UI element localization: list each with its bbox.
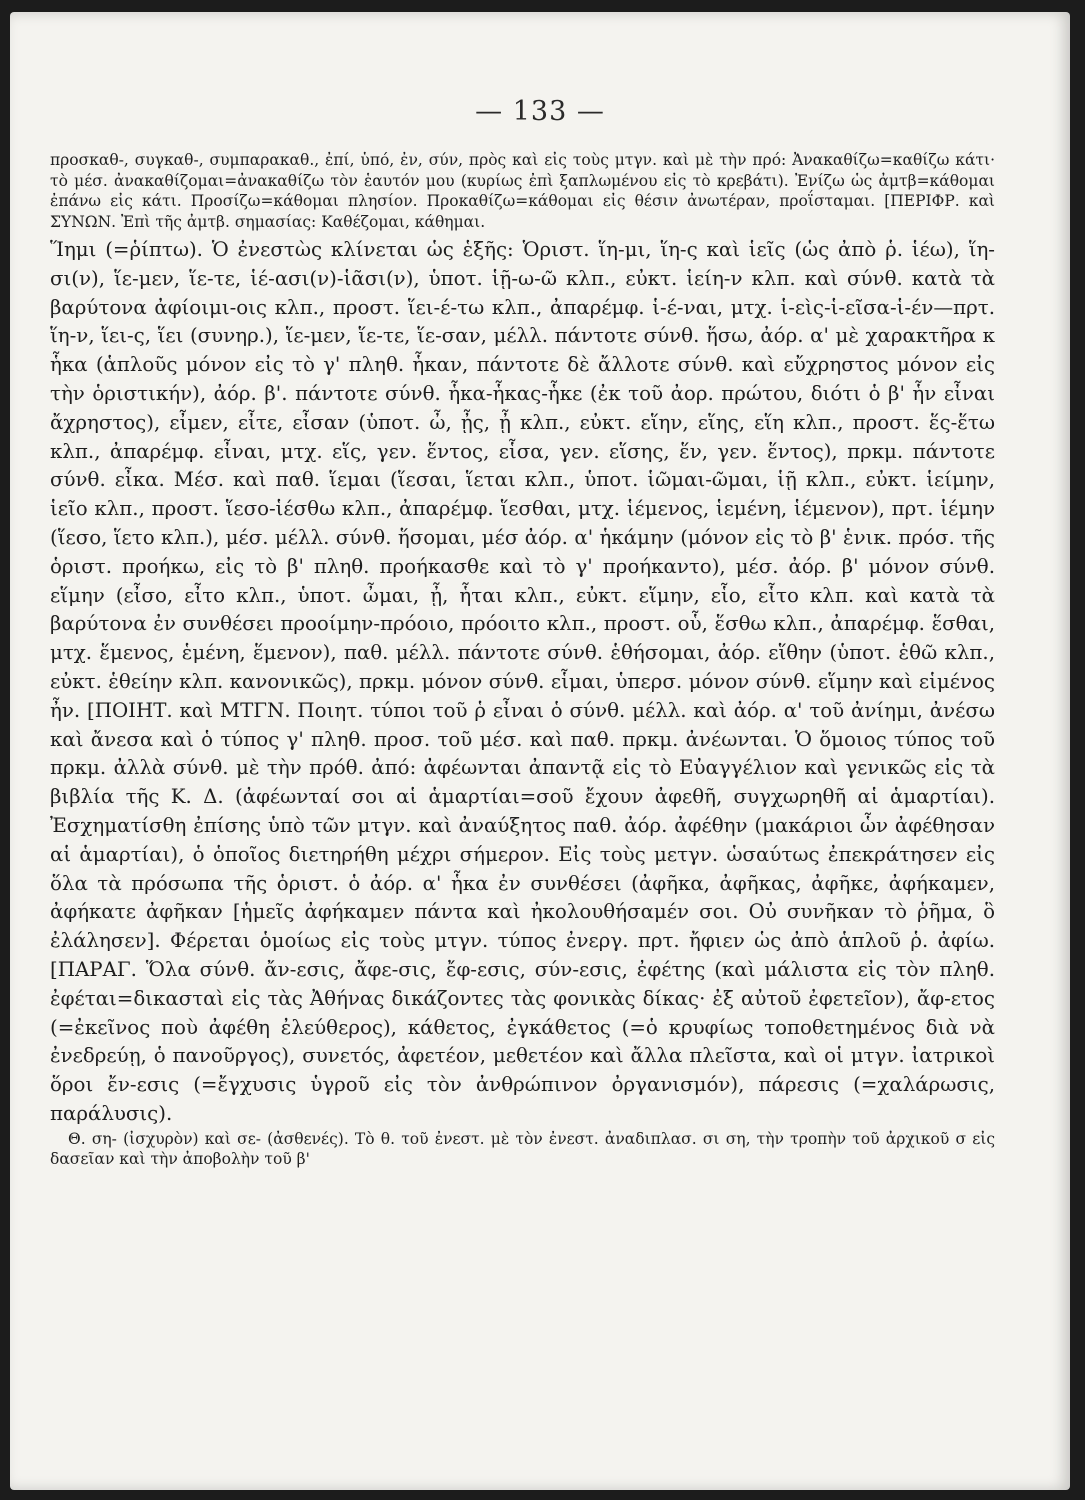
intro-paragraph: προσκαθ-, συγκαθ-, συμπαρακαθ., ἐπί, ὑπό, ἐν, σύν, πρὸς καὶ εἰς τοὺς μτγν. καὶ μὲ τὴν πρό: Ἀνακαθίζω=καθίζω κάτι· τὸ μέσ. ἀνακαθίζομαι=ἀνακαθίζω τὸν ἑαυτόν μου (κυρίως ἐπὶ ξαπλωμένου εἰς τὸ κρεβάτι). Ἐνίζω ὡς ἀμτβ=κάθομαι ἐπάνω εἰς κάτι. Προσίζω=κάθομαι πλησίον. Προκαθίζω=κάθομαι εἰς θέσιν ἀνωτέραν, προΐσταμαι. [ΠΕΡΙΦΡ. καὶ ΣΥΝΩΝ. Ἐπὶ τῆς ἀμτβ. σημασίας: Καθέζομαι, κάθημαι. xyxy=(50,151,995,231)
entry-iemi-paragraph: Ἵημι (=ῥίπτω). Ὁ ἐνεστὼς κλίνεται ὡς ἑξῆς: Ὁριστ. ἵη-μι, ἵη-ς καὶ ἱεῖς (ὡς ἀπὸ ῥ. ἱέω), ἵη-σι(ν), ἵε-μεν, ἵε-τε, ἱέ-ασι(ν)-ἱᾶσι(ν), ὑποτ. ἱῇ-ω-ῶ κλπ., εὐκτ. ἱείη-ν κλπ. καὶ σύνθ. κατὰ τὰ βαρύτονα ἀφίοιμι-οις κλπ., προστ. ἵει-έ-τω κλπ., ἀπαρέμφ. ἱ-έ-ναι, μτχ. ἱ-εὶς-ἱ-εῖσα-ἱ-έν—πρτ. ἵη-ν, ἵει-ς, ἵει (συνηρ.), ἵε-μεν, ἵε-τε, ἵε-σαν, μέλλ. πάντοτε σύνθ. ἥσω, ἀόρ. α' μὲ χαρακτῆρα κ ἧκα (ἁπλοῦς μόνον εἰς τὸ γ' πληθ. ἧκαν, πάντοτε δὲ ἄλλοτε σύνθ. καὶ εὔχρηστος μόνον εἰς τὴν ὁριστικήν), ἀόρ. β'. πάντοτε σύνθ. ἧκα-ἧκας-ἧκε (ἐκ τοῦ ἀορ. πρώτου, διότι ὁ β' ἧν εἶναι ἄχρηστος), εἶμεν, εἶτε, εἶσαν (ὑποτ. ὦ, ᾖς, ᾖ κλπ., εὐκτ. εἵην, εἵης, εἵη κλπ., προστ. ἕς-ἕτω κλπ., ἀπαρέμφ. εἶναι, μτχ. εἵς, γεν. ἕντος, εἷσα, γεν. εἵσης, ἕν, γεν. ἕντος), πρκμ. πάντοτε σύνθ. εἶκα. Μέσ. καὶ παθ. ἵεμαι (ἵεσαι, ἵεται κλπ., ὑποτ. ἱῶμαι-ῶμαι, ἱῇ κλπ., εὐκτ. ἱείμην, ἱεῖο κλπ., προστ. ἵεσο-ἱέσθω κλπ., ἀπαρέμφ. ἵεσθαι, μτχ. ἱέμενος, ἱεμένη, ἱέμενον), πρτ. ἱέμην (ἵεσο, ἵετο κλπ.), μέσ. μέλλ. σύνθ. ἥσομαι, μέσ ἀόρ. α' ἡκάμην (μόνον εἰς τὸ β' ἑνικ. πρόσ. τῆς ὁριστ. προήκω, εἰς τὸ β' πληθ. προήκασθε καὶ τὸ γ' προήκαντο), μέσ. ἀόρ. β' μόνον σύνθ. εἵμην (εἶσο, εἶτο κλπ., ὑποτ. ὦμαι, ᾖ, ἧται κλπ., εὐκτ. εἵμην, εἷο, εἷτο κλπ. καὶ κατὰ τὰ βαρύτονα ἐν συνθέσει προοίμην-πρόοιο, πρόοιτο κλπ., προστ. οὗ, ἕσθω κλπ., ἀπαρέμφ. ἕσθαι, μτχ. ἕμενος, ἑμένη, ἕμενον), παθ. μέλλ. πάντοτε σύνθ. ἑθήσομαι, ἀόρ. εἵθην (ὑποτ. ἑθῶ κλπ., εὐκτ. ἑθείην κλπ. κανονικῶς), πρκμ. μόνον σύνθ. εἷμαι, ὑπερσ. μόνον σύνθ. εἵμην καὶ εἱμένος ἦν. [ΠΟΙΗΤ. καὶ ΜΤΓΝ. Ποιητ. τύποι τοῦ ῥ εἶναι ὁ σύνθ. μέλλ. καὶ ἀόρ. α' τοῦ ἀνίημι, ἀνέσω καὶ ἄνεσα καὶ ὁ τύπος γ' πληθ. προσ. τοῦ μέσ. καὶ παθ. πρκμ. ἀνέωνται. Ὁ ὅμοιος τύπος τοῦ πρκμ. ἀλλὰ σύνθ. μὲ τὴν πρόθ. ἀπό: ἀφέωνται ἀπαντᾷ εἰς τὸ Εὐαγγέλιον καὶ γενικῶς εἰς τὰ βιβλία τῆς Κ. Δ. (ἀφέωνταί σοι αἱ ἁμαρτίαι=σοῦ ἔχουν ἀφεθῆ, συγχωρηθῆ αἱ ἁμαρτίαι). Ἐσχηματίσθη ἐπίσης ὑπὸ τῶν μτγν. καὶ ἀναύξητος παθ. ἀόρ. ἀφέθην (μακάριοι ὧν ἀφέθησαν αἱ ἁμαρτίαι), ὁ ὁποῖος διετηρήθη μέχρι σήμερον. Εἰς τοὺς μετγν. ὡσαύτως ἐπεκράτησεν εἰς ὅλα τὰ πρόσωπα τῆς ὁριστ. ὁ ἀόρ. α' ἧκα ἐν συνθέσει (ἀφῆκα, ἀφῆκας, ἀφῆκε, ἀφήκαμεν, ἀφήκατε ἀφῆκαν [ἡμεῖς ἀφήκαμεν πάντα καὶ ἠκολουθήσαμέν σοι. Οὐ συνῆκαν τὸ ῥῆμα, ὃ ἐλάλησεν]. Φέρεται ὁμοίως εἰς τοὺς μτγν. τύπος ἐνεργ. πρτ. ἤφιεν ὡς ἀπὸ ἁπλοῦ ῥ. ἀφίω. [ΠΑΡΑΓ. Ὅλα σύνθ. ἄν-εσις, ἄφε-σις, ἔφ-εσις, σύν-εσις, ἐφέτης (καὶ μάλιστα εἰς τὸν πληθ. ἐφέται=δικασταὶ εἰς τὰς Ἀθήνας δικάζοντες τὰς φονικὰς δίκας· ἐξ αὐτοῦ ἐφετεῖον), ἄφ-ετος (=ἐκεῖνος ποὺ ἀφέθη ἐλεύθερος), κάθετος, ἐγκάθετος (=ὁ κρυφίως τοποθετημένος διὰ νὰ ἐνεδρεύῃ, ὁ πανοῦργος), συνετός, ἀφετέον, μεθετέον καὶ ἄλλα πλεῖστα, καὶ οἱ μτγν. ἰατρικοὶ ὅροι ἔν-εσις (=ἔγχυσις ὑγροῦ εἰς τὸν ἀνθρώπινον ὀργανισμόν), πάρεσις (=χαλάρωσις, παράλυσις). xyxy=(50,238,995,1125)
page-body xyxy=(50,150,995,1170)
book-page xyxy=(10,12,1070,1490)
page-number: — 133 — xyxy=(475,96,605,127)
theme-paragraph: Θ. ση- (ἰσχυρὸν) καὶ σε- (ἀσθενές). Τὸ θ. τοῦ ἐνεστ. μὲ τὸν ἐνεστ. ἀναδιπλασ. σι ση, τὴν τροπὴν τοῦ ἀρχικοῦ σ εἰς δασεῖαν καὶ τὴν ἀποβολὴν τοῦ β' xyxy=(50,1129,995,1169)
